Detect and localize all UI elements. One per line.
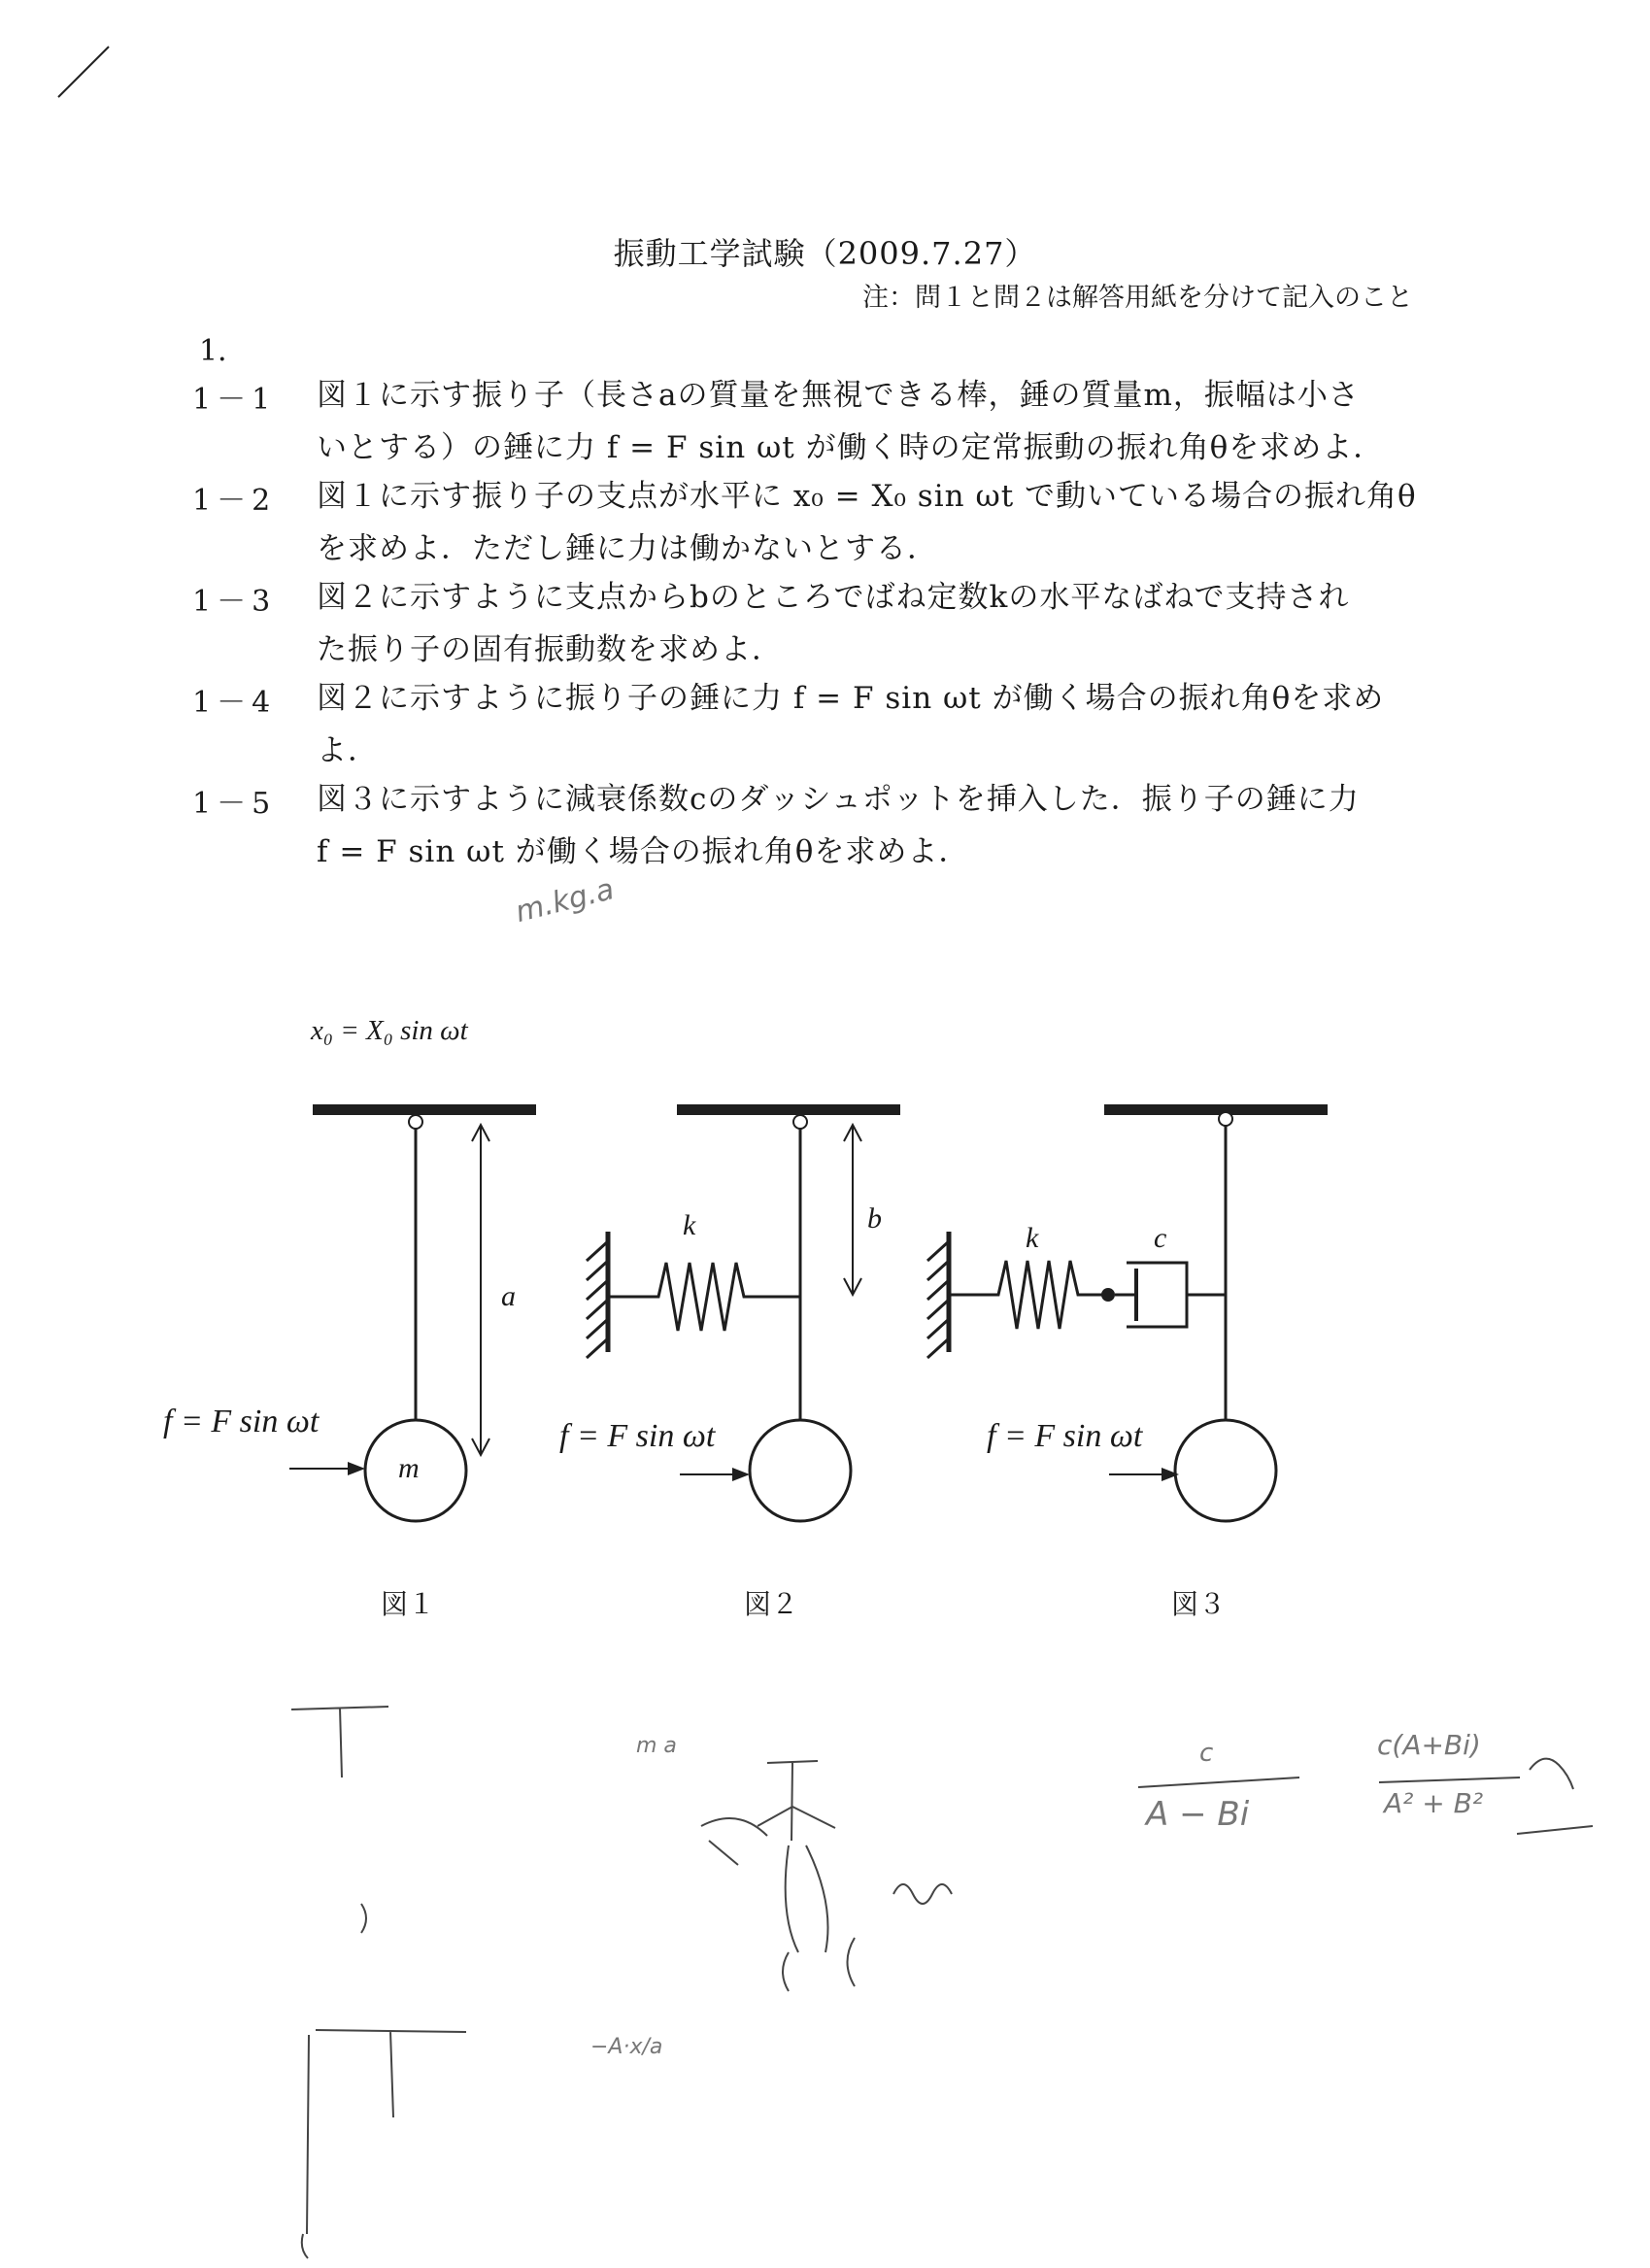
figure-caption: 図２	[744, 1588, 799, 1620]
question-number: 1－5	[192, 787, 277, 821]
scribble	[1517, 1826, 1593, 1834]
wall-hatch	[927, 1241, 949, 1358]
handwritten-note: m.kg.a	[512, 872, 618, 930]
spring-label: k	[1026, 1222, 1039, 1254]
question-line: を求めよ．ただし錘に力は働かないとする．	[317, 531, 938, 566]
figure-3	[927, 1104, 1328, 1521]
spring	[949, 1261, 1107, 1329]
ceiling-bar	[313, 1104, 536, 1115]
question-line: 図２に示すように支点からbのところでばね定数kの水平なばねで支持され	[317, 580, 1350, 615]
pivot	[409, 1115, 422, 1129]
ceiling-bar	[1104, 1104, 1328, 1115]
pen-mark	[58, 47, 109, 97]
spring	[608, 1263, 800, 1331]
mass-label: m	[398, 1452, 420, 1484]
question-line: f = F sin ωt が働く場合の振れ角θを求めよ．	[317, 834, 970, 869]
scribble	[758, 1761, 835, 1952]
fraction-bar	[1379, 1777, 1520, 1782]
distance-label: b	[867, 1202, 882, 1235]
scribble	[783, 1938, 855, 1991]
arrow-icon	[348, 1462, 365, 1475]
handwritten-note: A² + B²	[1384, 1787, 1484, 1819]
damper-label: c	[1154, 1222, 1167, 1254]
support-motion-label: x₀ = X₀ sin ωt	[311, 1015, 468, 1046]
scribble	[302, 2035, 309, 2258]
handwritten-note: m a	[636, 1734, 677, 1758]
force-label: f = F sin ωt	[559, 1418, 716, 1454]
question-line: 図１に示す振り子の支点が水平に x₀ = X₀ sin ωt で動いている場合の振れ角θ	[317, 479, 1417, 514]
handwritten-note: A − Bi	[1146, 1795, 1250, 1834]
handwritten-note: c	[1199, 1739, 1214, 1768]
question-number: 1－4	[192, 686, 277, 720]
question-number: 1－1	[192, 383, 277, 417]
scribble	[893, 1884, 952, 1904]
scribble	[361, 1904, 366, 1933]
force-label: f = F sin ωt	[163, 1404, 320, 1439]
scribble	[316, 2030, 466, 2117]
fraction-bar	[1138, 1777, 1299, 1787]
figure-2	[587, 1104, 900, 1521]
arrow-icon	[732, 1468, 750, 1481]
joint	[1101, 1288, 1115, 1302]
question-number: 1－2	[192, 484, 277, 518]
question-line: 図２に示すように振り子の錘に力 f = F sin ωt が働く場合の振れ角θを求め	[317, 681, 1385, 716]
figure-caption: 図３	[1171, 1588, 1227, 1620]
handwritten-note: c(A+Bi)	[1377, 1729, 1481, 1761]
question-line: た振り子の固有振動数を求めよ．	[317, 632, 783, 667]
question-line: 図３に示すように減衰係数cのダッシュポットを挿入した．振り子の錘に力	[317, 782, 1360, 817]
section-number: 1．	[199, 334, 248, 368]
pivot	[793, 1115, 807, 1129]
question-line: よ．	[317, 733, 379, 768]
pivot	[1219, 1112, 1232, 1126]
length-label: a	[501, 1280, 516, 1312]
spring-label: k	[683, 1209, 696, 1241]
pendulum-bob	[1175, 1420, 1276, 1521]
question-line: いとする）の錘に力 f = F sin ωt が働く時の定常振動の振れ角θを求めよ．	[317, 430, 1385, 465]
pendulum-bob	[750, 1420, 851, 1521]
page-title: 振動工学試験（2009.7.27）	[613, 235, 1037, 272]
force-label: f = F sin ωt	[987, 1418, 1143, 1454]
wall-hatch	[587, 1241, 608, 1358]
question-line: 図１に示す振り子（長さaの質量を無視できる棒，錘の質量m，振幅は小さ	[317, 378, 1360, 413]
question-number: 1－3	[192, 585, 277, 619]
handwritten-note: −A·x/a	[590, 2035, 663, 2059]
ceiling-bar	[677, 1104, 900, 1115]
answer-sheet-note: 注：問１と問２は解答用紙を分けて記入のこと	[862, 283, 1413, 313]
figure-caption: 図１	[381, 1588, 436, 1620]
scribble	[1530, 1759, 1573, 1789]
scribble	[291, 1707, 388, 1777]
